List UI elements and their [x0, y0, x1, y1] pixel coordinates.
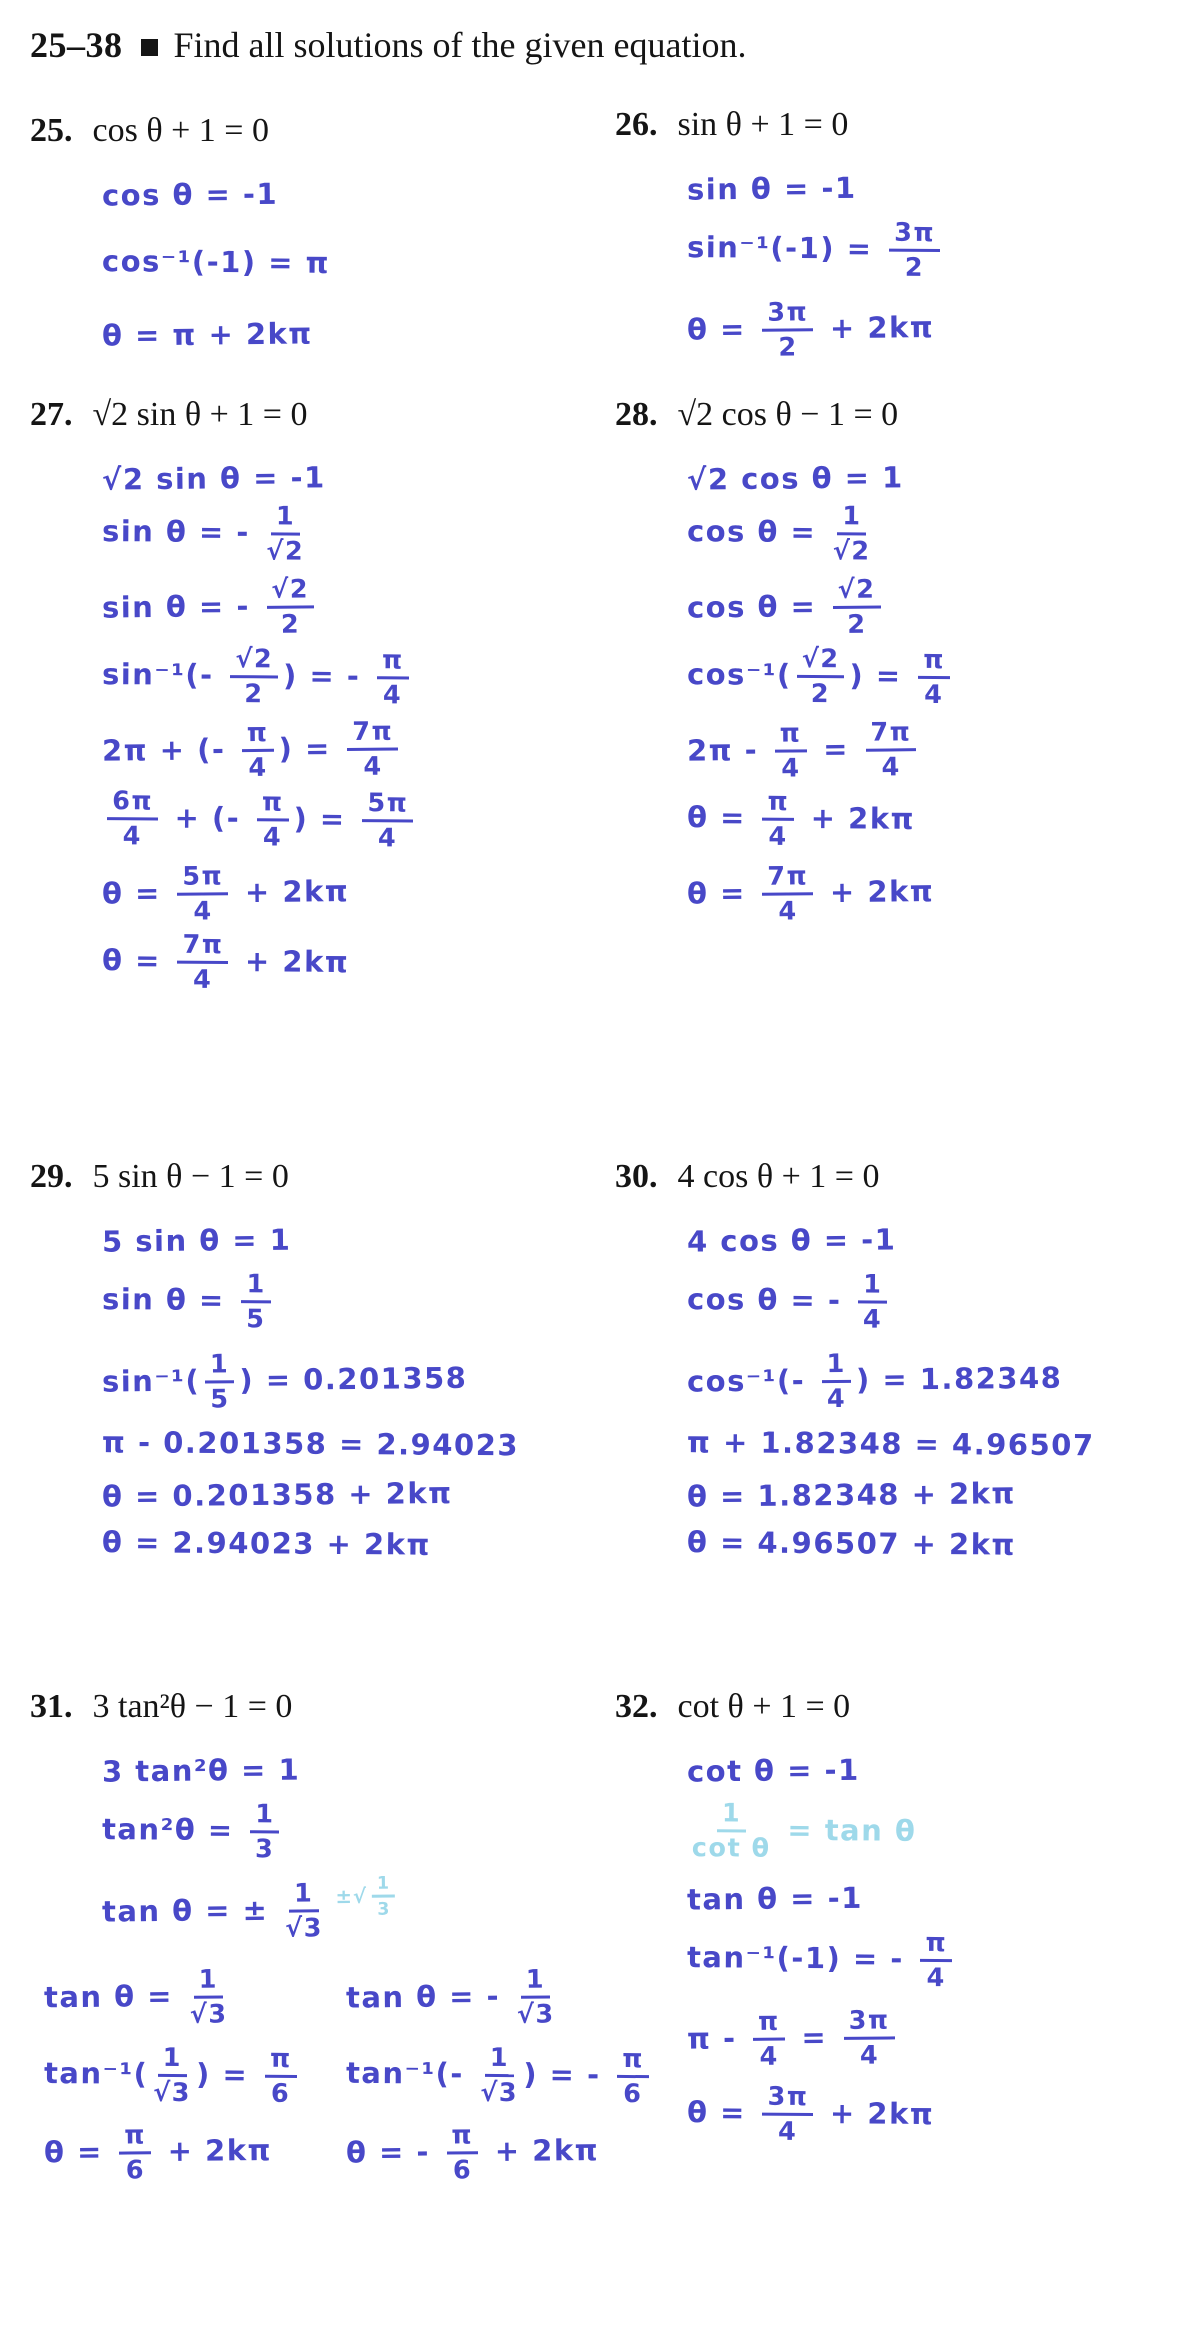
fraction-numerator: 3π: [889, 220, 940, 252]
fraction: [362, 790, 413, 852]
fraction: [347, 718, 399, 780]
fraction-numerator: 1: [484, 2045, 514, 2077]
problem-30: [615, 1158, 1180, 1577]
exercise-set-header: [30, 24, 746, 66]
handwritten-work: [101, 176, 595, 353]
math-segment: θ = $\frac{7\pi}{4}$ + 2kπ: [101, 930, 350, 996]
fraction-denominator: 4: [924, 679, 944, 710]
math-segment: θ = $\frac{\pi}{4}$ + 2kπ: [686, 786, 916, 852]
fraction-denominator: √3: [479, 2077, 518, 2108]
handwritten-work: [687, 1222, 1180, 1561]
handwritten-line: [44, 2044, 302, 2108]
fraction: [266, 573, 314, 640]
math-segment: 3 tan²θ = 1: [101, 1752, 301, 1789]
problem-heading: [30, 396, 595, 434]
fraction-denominator: 4: [363, 751, 383, 782]
fraction-numerator: 3π: [844, 2008, 895, 2040]
handwritten-line: [687, 1525, 1180, 1563]
fraction-denominator: cot θ: [691, 1832, 771, 1864]
fraction: [833, 576, 881, 638]
math-segment: √2 cos θ = 1: [686, 460, 904, 497]
handwritten-line: [687, 2005, 1181, 2072]
fraction-numerator: π: [265, 2045, 297, 2077]
fraction: [858, 1271, 888, 1333]
handwritten-line: [687, 1749, 1180, 1788]
fraction: [377, 647, 409, 709]
math-segment: sin θ = $\frac{1}{5}$: [102, 1282, 276, 1317]
math-segment: tan⁻¹( $\frac{1}{√3}$ ) = $\frac{\pi}{6}$: [44, 2055, 302, 2091]
problem-number: 31.: [30, 1688, 73, 1725]
math-segment: tan θ = $\frac{1}{√3}$: [43, 1964, 228, 2030]
handwritten-line: [102, 1800, 595, 1865]
math-segment: sin θ = - $\frac{√2}{2}$: [102, 588, 320, 624]
fraction: [372, 1874, 396, 1919]
math-segment: cot θ = -1: [686, 1752, 860, 1789]
problem-equation: 4 cos θ + 1 = 0: [677, 1158, 880, 1195]
math-segment: √2 sin θ = -1: [101, 460, 326, 497]
fraction: [241, 1271, 271, 1333]
math-segment: π + 1.82348 = 4.96507: [686, 1425, 1095, 1463]
fraction-numerator: √2: [230, 646, 278, 678]
fraction-numerator: 1: [194, 1967, 224, 1999]
problem-heading: [30, 1158, 595, 1196]
handwritten-line: [345, 1966, 653, 2031]
fraction-numerator: 1: [372, 1874, 395, 1897]
handwritten-line: [102, 573, 596, 640]
annotation-segment: ±√ 1 3: [327, 1884, 400, 1908]
math-segment: tan θ = ± $\frac{1}{√3}$: [101, 1877, 324, 1944]
fraction-numerator: π: [762, 789, 794, 821]
fraction-denominator: √2: [832, 535, 871, 567]
handwritten-line: [102, 1270, 595, 1335]
fraction-denominator: 4: [193, 964, 213, 996]
problem-equation: √2 sin θ + 1 = 0: [92, 396, 308, 433]
fraction-numerator: 1: [158, 2045, 188, 2077]
fraction: [285, 1877, 324, 1944]
handwritten-line: [687, 218, 1180, 283]
problem-number: 26.: [615, 106, 658, 143]
handwritten-line: [102, 1347, 596, 1414]
problem-heading: [615, 106, 1180, 144]
problem-27: [30, 396, 595, 1005]
fraction-numerator: 3π: [762, 299, 813, 331]
handwritten-line: [102, 1219, 595, 1258]
fraction-numerator: 6π: [107, 788, 158, 820]
fraction-numerator: π: [753, 2009, 785, 2041]
fraction-denominator: 4: [881, 751, 901, 783]
handwritten-line: [102, 788, 595, 853]
fraction: [762, 786, 794, 852]
fraction-numerator: 1: [250, 1801, 280, 1833]
fraction-numerator: 1: [241, 1271, 271, 1303]
fraction: [177, 932, 228, 994]
fraction-denominator: 3: [377, 1899, 391, 1920]
fraction-denominator: 4: [382, 680, 403, 711]
fraction-numerator: 1: [271, 503, 301, 535]
math-segment: θ = $\frac{3\pi}{2}$ + 2kπ: [686, 296, 935, 362]
fraction-numerator: 1: [821, 1350, 851, 1382]
fraction-denominator: 4: [926, 1962, 946, 1993]
handwritten-line: [102, 859, 596, 926]
math-segment: tan θ = -1: [686, 1880, 863, 1917]
fraction-numerator: 1: [837, 503, 867, 535]
fraction-denominator: 4: [859, 2040, 880, 2071]
math-segment: sin θ = -1: [686, 170, 857, 207]
exercise-range: 25–38: [30, 25, 123, 65]
fraction-denominator: 4: [826, 1383, 847, 1414]
fraction-numerator: π: [377, 647, 409, 679]
fraction: [775, 720, 807, 782]
handwritten-line: [687, 1928, 1180, 1993]
handwritten-line: [687, 573, 1181, 640]
problem-heading: [615, 1158, 1180, 1196]
fraction-numerator: π: [257, 790, 289, 822]
fraction: [153, 2042, 192, 2108]
handwritten-line: [687, 457, 1180, 496]
problem-number: 28.: [615, 396, 658, 433]
handwritten-line: [687, 1475, 1180, 1514]
handwritten-line: [102, 457, 595, 496]
math-segment: θ = 1.82348 + 2kπ: [686, 1476, 1017, 1514]
fraction-numerator: 1: [520, 1967, 550, 1999]
fraction-numerator: 7π: [865, 719, 916, 751]
fraction-numerator: π: [119, 2122, 151, 2154]
fraction: [762, 2083, 813, 2145]
fraction-denominator: √2: [266, 536, 305, 567]
math-segment: tan⁻¹(- $\frac{1}{√3}$ ) = - $\frac{\pi}{6}$: [345, 2055, 653, 2091]
fraction-numerator: 1: [205, 1351, 235, 1383]
math-segment: $\frac{6\pi}{4}$ + (- $\frac{\pi}{4}$ ) = $\frac{5\pi}{4}$: [102, 800, 418, 836]
handwritten-line: [687, 167, 1180, 206]
handwritten-work: [686, 170, 1180, 362]
problem-26: [615, 106, 1180, 375]
fraction-denominator: 4: [778, 2116, 798, 2147]
fraction-denominator: 4: [778, 896, 798, 927]
problem-heading: [615, 396, 1180, 434]
fraction-denominator: 2: [778, 331, 798, 362]
handwritten-line: [687, 1800, 1180, 1865]
handwritten-line: [102, 1425, 595, 1463]
fraction-denominator: 4: [768, 821, 788, 852]
math-segment: θ = 0.201358 + 2kπ: [101, 1476, 453, 1514]
handwritten-line: [44, 1966, 302, 2030]
fraction-denominator: 3: [254, 1834, 275, 1865]
fraction-denominator: √3: [189, 1999, 228, 2030]
fraction-denominator: 4: [122, 821, 143, 852]
math-segment: θ = $\frac{7\pi}{4}$ + 2kπ: [686, 861, 935, 927]
handwritten-line: [687, 1347, 1181, 1414]
math-segment: sin⁻¹(- $\frac{√2}{2}$ ) = - $\frac{\pi}{4}$: [102, 657, 414, 693]
problem-equation: 3 tan²θ − 1 = 0: [92, 1688, 293, 1725]
handwritten-line: [102, 313, 595, 352]
handwritten-work: [102, 1222, 595, 1561]
fraction-denominator: 6: [270, 2078, 291, 2109]
fraction-numerator: π: [920, 1929, 952, 1961]
handwritten-line: [102, 173, 595, 212]
problem-number: 32.: [615, 1688, 658, 1725]
handwritten-line: [102, 244, 595, 282]
math-segment: cos θ = - $\frac{1}{4}$: [687, 1282, 893, 1318]
fraction-denominator: 5: [210, 1383, 230, 1414]
fraction: [796, 646, 844, 708]
square-bullet-icon: [141, 39, 158, 56]
handwritten-line: [687, 1219, 1180, 1258]
problem-25: [30, 112, 595, 386]
math-segment: cos⁻¹(-1) = π: [101, 244, 331, 280]
fraction-denominator: 6: [125, 2155, 146, 2186]
annotation-segment: $\frac{1}{\text{cot θ}}$ = tan θ: [691, 1798, 917, 1864]
problem-number: 30.: [615, 1158, 658, 1195]
handwritten-line: [102, 931, 595, 996]
fraction-denominator: 5: [246, 1303, 266, 1335]
math-segment: 2π - $\frac{\pi}{4}$ = $\frac{7\pi}{4}$: [687, 731, 922, 767]
math-segment: θ = 4.96507 + 2kπ: [686, 1525, 1017, 1562]
fraction-numerator: 7π: [762, 863, 813, 895]
fraction-denominator: 2: [810, 678, 831, 710]
fraction-denominator: 4: [248, 752, 268, 783]
handwritten-work: [102, 460, 595, 995]
handwritten-line: [687, 716, 1181, 783]
fraction: [762, 296, 814, 362]
fraction-numerator: 1: [717, 1800, 747, 1832]
handwritten-line: [44, 2121, 302, 2185]
math-segment: θ = $\frac{\pi}{6}$ + 2kπ: [43, 2120, 273, 2186]
math-segment: tan θ = - $\frac{1}{√3}$: [345, 1964, 555, 2030]
handwritten-line: [102, 1525, 595, 1563]
fraction-denominator: 6: [622, 2078, 643, 2109]
fraction: [250, 1801, 280, 1863]
math-segment: θ = $\frac{5\pi}{4}$ + 2kπ: [101, 861, 350, 927]
problem-heading: [30, 112, 595, 150]
math-segment: cos θ = -1: [101, 176, 279, 213]
math-segment: cos⁻¹( $\frac{√2}{2}$ ) = $\frac{\pi}{4}$: [687, 657, 955, 693]
handwritten-line: [687, 788, 1180, 853]
math-segment: cos θ = $\frac{√2}{2}$: [687, 588, 886, 624]
handwritten-line: [687, 859, 1181, 926]
fraction-numerator: π: [617, 2046, 649, 2078]
fraction-numerator: 3π: [762, 2083, 813, 2115]
math-segment: cos θ = $\frac{1}{√2}$: [686, 501, 871, 567]
math-segment: tan²θ = $\frac{1}{3}$: [102, 1812, 285, 1847]
fraction-numerator: √2: [797, 646, 845, 678]
fraction-denominator: 2: [847, 609, 867, 640]
fraction-numerator: 5π: [362, 790, 413, 822]
handwritten-line: [102, 716, 596, 783]
fraction: [920, 1929, 952, 1991]
math-segment: 5 sin θ = 1: [101, 1222, 292, 1259]
handwritten-line: [687, 502, 1180, 567]
exercise-instruction: Find all solutions of the given equation.: [173, 25, 747, 65]
fraction: [242, 719, 274, 781]
problem-equation: cot θ + 1 = 0: [677, 1688, 851, 1725]
handwritten-line: [345, 2043, 653, 2107]
handwritten-line: [102, 645, 595, 710]
handwritten-work: [687, 1752, 1180, 2146]
math-segment: 2π + (- $\frac{\pi}{4}$ ) = $\frac{7\pi}{4}$: [102, 730, 404, 767]
math-segment: sin⁻¹( $\frac{1}{5}$ ) = 0.201358: [101, 1348, 468, 1414]
fraction-denominator: 4: [759, 2041, 779, 2072]
fraction-denominator: √3: [285, 1912, 324, 1944]
problem-number: 27.: [30, 396, 73, 433]
fraction: [821, 1350, 851, 1412]
fraction: [205, 1348, 235, 1414]
fraction: [479, 2042, 518, 2108]
handwritten-line: [687, 1425, 1180, 1463]
fraction: [918, 647, 950, 709]
fraction-denominator: 6: [452, 2155, 472, 2186]
problem-heading: [30, 1688, 595, 1726]
fraction: [865, 716, 917, 783]
fraction: [107, 788, 158, 850]
handwritten-work: [43, 1752, 644, 2200]
fraction-numerator: π: [242, 719, 274, 751]
handwritten-line: [102, 502, 595, 567]
fraction-denominator: 4: [862, 1304, 883, 1335]
fraction-denominator: 2: [904, 252, 925, 283]
fraction-numerator: 7π: [177, 932, 228, 964]
problem-29: [30, 1158, 595, 1577]
fraction: [266, 503, 304, 565]
problem-number: 29.: [30, 1158, 73, 1195]
fraction-numerator: 7π: [347, 718, 398, 750]
handwritten-line: [102, 1475, 595, 1514]
fraction-numerator: 1: [289, 1880, 319, 1912]
fraction-denominator: 4: [193, 896, 213, 927]
handwritten-line: [102, 1749, 595, 1788]
fraction: [692, 1800, 771, 1862]
fraction: [753, 2006, 785, 2072]
solution-branches: [43, 1964, 644, 2200]
fraction: [119, 2122, 151, 2184]
math-segment: π - $\frac{\pi}{4}$ = $\frac{3\pi}{4}$: [687, 2019, 900, 2055]
math-segment: θ = 2.94023 + 2kπ: [101, 1525, 432, 1562]
fraction-denominator: 4: [781, 752, 801, 784]
math-segment: sin θ = - $\frac{1}{√2}$: [101, 501, 305, 567]
fraction-denominator: 4: [262, 822, 283, 853]
handwritten-line: [687, 1877, 1180, 1916]
math-segment: π - 0.201358 = 2.94023: [101, 1425, 520, 1463]
fraction-denominator: 2: [244, 679, 264, 710]
fraction: [889, 217, 940, 283]
solution-branch: [43, 1964, 302, 2200]
handwritten-line: [687, 295, 1181, 362]
problem-equation: cos θ + 1 = 0: [92, 112, 269, 149]
fraction: [189, 1964, 228, 2030]
problem-equation: √2 cos θ − 1 = 0: [677, 396, 899, 433]
fraction: [257, 787, 289, 853]
fraction-denominator: 4: [377, 823, 398, 854]
fraction: [833, 503, 871, 565]
fraction-denominator: 2: [280, 608, 301, 640]
math-segment: θ = $\frac{3\pi}{4}$ + 2kπ: [686, 2081, 935, 2147]
fraction: [265, 2045, 297, 2107]
problem-heading: [615, 1688, 1180, 1726]
fraction: [230, 646, 278, 708]
math-segment: θ = - $\frac{\pi}{6}$ + 2kπ: [345, 2120, 599, 2186]
math-segment: cos⁻¹(- $\frac{1}{4}$ ) = 1.82348: [686, 1348, 1063, 1414]
problem-number: 25.: [30, 112, 73, 149]
handwritten-line: [345, 2121, 653, 2186]
problem-28: [615, 396, 1180, 933]
problem-equation: sin θ + 1 = 0: [677, 106, 849, 143]
fraction: [177, 863, 229, 925]
fraction: [762, 863, 814, 925]
fraction-numerator: √2: [266, 576, 314, 608]
fraction-numerator: √2: [833, 576, 881, 608]
fraction-denominator: √3: [153, 2077, 192, 2108]
fraction-numerator: π: [775, 720, 807, 752]
solution-branch: [345, 1964, 654, 2200]
math-segment: tan⁻¹(-1) = - $\frac{\pi}{4}$: [687, 1939, 957, 1975]
math-segment: 4 cos θ = -1: [686, 1222, 897, 1259]
handwritten-line: [687, 645, 1180, 710]
handwritten-line: [101, 1873, 596, 1944]
fraction: [844, 2005, 896, 2071]
problem-equation: 5 sin θ − 1 = 0: [92, 1158, 289, 1195]
fraction-numerator: 5π: [177, 863, 228, 895]
problem-32: [615, 1688, 1180, 2162]
math-segment: sin⁻¹(-1) = $\frac{3\pi}{2}$: [687, 230, 945, 266]
fraction-numerator: π: [446, 2122, 478, 2154]
fraction: [446, 2122, 478, 2184]
fraction-numerator: 1: [858, 1271, 888, 1303]
handwritten-line: [687, 1270, 1180, 1335]
handwritten-work: [686, 460, 1180, 927]
fraction-numerator: π: [918, 647, 950, 679]
handwritten-line: [687, 2083, 1180, 2148]
fraction: [516, 1964, 555, 2030]
fraction-denominator: √3: [516, 1999, 555, 2030]
math-segment: θ = π + 2kπ: [101, 316, 313, 353]
